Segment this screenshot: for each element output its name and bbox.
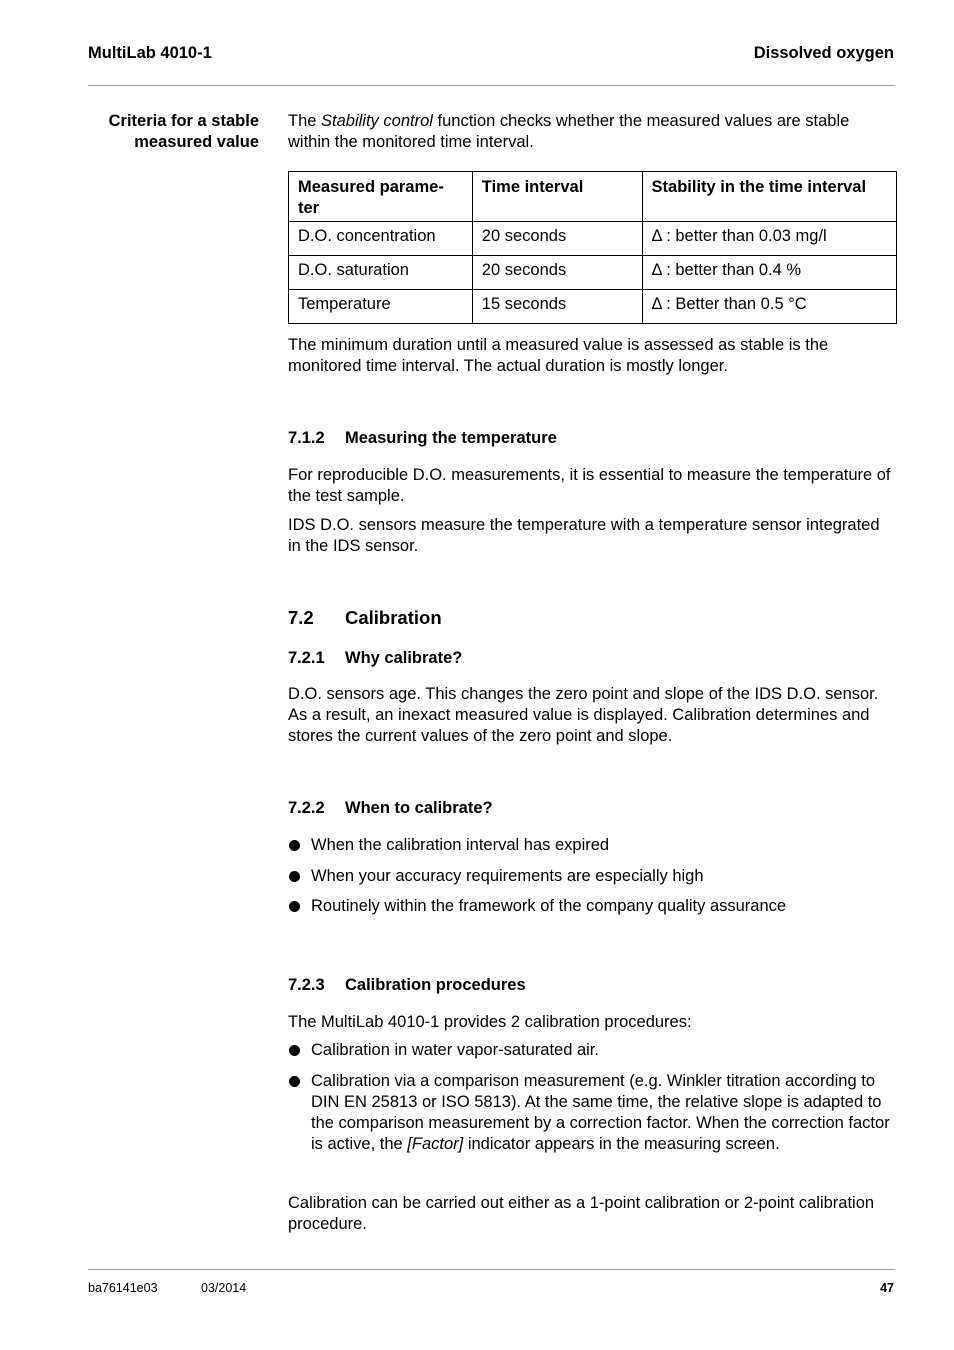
paragraph: For reproducible D.O. measurements, it is essential to measure the temperature of the test sample. <box>288 466 891 505</box>
footer-doc-number: ba76141e03 <box>88 1281 158 1295</box>
section-number: 7.1.2 <box>288 429 325 447</box>
list-item-text: When the calibration interval has expired <box>311 836 610 854</box>
section-heading-7-2 <box>288 607 896 628</box>
table-row <box>289 290 897 324</box>
intro-text-pre: The <box>288 112 322 130</box>
table-cell: 20 seconds <box>472 256 642 290</box>
list-item <box>288 1071 896 1155</box>
side-heading-line1: Criteria for a stable <box>108 112 259 130</box>
section-title: Measuring the temperature <box>345 429 557 447</box>
list-item <box>288 866 896 887</box>
list-item <box>288 1040 896 1061</box>
list-item <box>288 835 896 856</box>
list-item-text: indicator appears in the measuring screen. <box>463 1135 780 1153</box>
running-header-chapter: Dissolved oxygen <box>753 44 894 62</box>
after-table-paragraph: The minimum duration until a measured value is assessed as stable is the monitored time interval. The actual duration is mostly longer. <box>288 336 829 375</box>
table-cell: 15 seconds <box>472 290 642 324</box>
intro-text-post: function checks whether the measured values are stable within the monitored time interval. <box>288 112 850 151</box>
section-title: When to calibrate? <box>345 799 493 817</box>
section-heading-7-2-1 <box>288 648 896 669</box>
table-row <box>289 256 897 290</box>
table-cell: Temperature <box>289 290 473 324</box>
table-header-cell: Measured parame-ter <box>289 172 473 222</box>
section-title: Calibration <box>345 607 442 628</box>
table-cell: D.O. concentration <box>289 222 473 256</box>
section-number: 7.2.3 <box>288 976 325 994</box>
list-item-text: Calibration via a comparison measurement (e.g. Winkler titration according to DIN EN 25813 or ISO 5813). At the same time, the relative slope is adapted to the comparison measurement by a correction factor. When the correction factor is active, the <box>311 1072 890 1153</box>
page-number: 47 <box>880 1281 894 1295</box>
list-item <box>288 896 896 917</box>
factor-indicator-text: [Factor] <box>407 1135 464 1153</box>
table-header-cell: Time interval <box>472 172 642 222</box>
list-item-text: Routinely within the framework of the company quality assurance <box>311 897 787 915</box>
section-number: 7.2.2 <box>288 799 325 817</box>
section-title: Calibration procedures <box>345 976 526 994</box>
table-cell: D.O. saturation <box>289 256 473 290</box>
bullet-list <box>288 1040 896 1155</box>
bullet-list <box>288 835 896 917</box>
side-heading-line2: measured value <box>134 133 259 151</box>
section-heading-7-2-2 <box>288 798 896 819</box>
section-title: Why calibrate? <box>345 649 463 667</box>
bullet-icon <box>289 1045 300 1056</box>
table-cell: Δ : better than 0.03 mg/l <box>642 222 896 256</box>
list-item-text: When your accuracy requirements are especially high <box>311 867 704 885</box>
intro-paragraph <box>288 111 896 153</box>
paragraph: IDS D.O. sensors measure the temperature with a temperature sensor integrated in the IDS sensor. <box>288 516 880 555</box>
section-heading-7-1-2 <box>288 428 896 449</box>
table-header-cell: Stability in the time interval <box>642 172 896 222</box>
stability-table <box>288 171 897 324</box>
bullet-icon <box>289 840 300 851</box>
section-number: 7.2.1 <box>288 649 325 667</box>
intro-emphasis: Stability control <box>321 112 433 130</box>
header-rule <box>88 85 895 86</box>
list-item-text: Calibration in water vapor-saturated air. <box>311 1041 599 1059</box>
section-heading-7-2-3 <box>288 975 896 996</box>
table-cell: Δ : Better than 0.5 °C <box>642 290 896 324</box>
paragraph: D.O. sensors age. This changes the zero point and slope of the IDS D.O. sensor. As a result, an inexact measured value is displayed. Calibration determines and stores the current values of the zero point and slope. <box>288 685 879 745</box>
paragraph: Calibration can be carried out either as a 1-point calibration or 2-point calibration procedure. <box>288 1194 875 1233</box>
running-header-title: MultiLab 4010-1 <box>88 44 212 62</box>
bullet-icon <box>289 1076 300 1087</box>
bullet-icon <box>289 871 300 882</box>
table-cell: Δ : better than 0.4 % <box>642 256 896 290</box>
table-header-row <box>289 172 897 222</box>
table-cell: 20 seconds <box>472 222 642 256</box>
paragraph: The MultiLab 4010-1 provides 2 calibration procedures: <box>288 1013 692 1031</box>
footer-rule <box>88 1269 895 1270</box>
side-heading <box>88 111 259 153</box>
table-row <box>289 222 897 256</box>
bullet-icon <box>289 901 300 912</box>
section-number: 7.2 <box>288 607 314 628</box>
footer-date: 03/2014 <box>201 1281 247 1295</box>
